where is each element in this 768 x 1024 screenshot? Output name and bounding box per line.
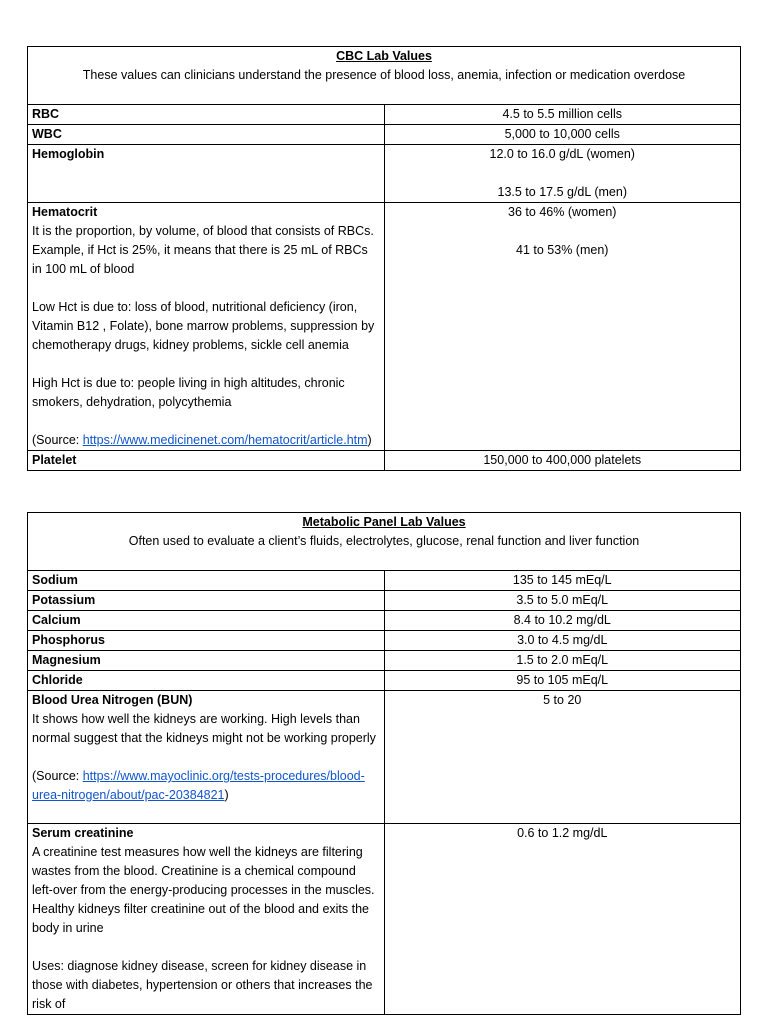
wbc-label: WBC	[32, 127, 62, 141]
metabolic-title: Metabolic Panel Lab Values	[302, 515, 466, 529]
source-suffix: )	[224, 788, 229, 802]
metabolic-table-header	[28, 513, 741, 571]
hemoglobin-label: Hemoglobin	[32, 147, 105, 161]
table-row	[28, 824, 741, 1015]
bun-source-link[interactable]: https://www.mayoclinic.org/tests-procedures/blood-urea-nitrogen/about/pac-20384821	[32, 769, 365, 802]
cbc-table-header	[28, 47, 741, 105]
calcium-label: Calcium	[32, 613, 81, 627]
rbc-value: 4.5 to 5.5 million cells	[384, 105, 741, 125]
table-row	[28, 691, 741, 824]
cbc-subtitle: These values can clinicians understand the presence of blood loss, anemia, infection or medication overdose	[82, 68, 686, 82]
hematocrit-low-causes: Low Hct is due to: loss of blood, nutritional deficiency (iron, Vitamin B12 , Folate), bone marrow problems, suppression by chemotherapy drugs, kidney problems, sickle cell anemia	[32, 300, 375, 352]
source-suffix: )	[367, 433, 372, 447]
table-row	[28, 105, 741, 125]
phosphorus-value: 3.0 to 4.5 mg/dL	[384, 631, 741, 651]
table-row	[28, 671, 741, 691]
hemoglobin-value-men: 13.5 to 17.5 g/dL (men)	[497, 185, 627, 199]
table-row	[28, 651, 741, 671]
bun-description: It shows how well the kidneys are working. High levels than normal suggest that the kidneys might not be working properly	[32, 712, 376, 745]
table-row	[28, 203, 741, 451]
sodium-value: 135 to 145 mEq/L	[384, 571, 741, 591]
hemoglobin-value-women: 12.0 to 16.0 g/dL (women)	[489, 147, 635, 161]
magnesium-label: Magnesium	[32, 653, 101, 667]
phosphorus-label: Phosphorus	[32, 633, 105, 647]
table-row	[28, 145, 741, 203]
serum-creatinine-label: Serum creatinine	[32, 826, 134, 840]
platelet-label: Platelet	[32, 453, 77, 467]
chloride-value: 95 to 105 mEq/L	[384, 671, 741, 691]
table-row	[28, 591, 741, 611]
metabolic-subtitle: Often used to evaluate a client’s fluids, electrolytes, glucose, renal function and liver function	[128, 534, 640, 548]
platelet-value: 150,000 to 400,000 platelets	[384, 451, 741, 471]
bun-source	[32, 767, 380, 805]
bun-label: Blood Urea Nitrogen (BUN)	[32, 693, 193, 707]
table-row	[28, 571, 741, 591]
cbc-title: CBC Lab Values	[336, 49, 432, 63]
table-row	[28, 451, 741, 471]
serum-creatinine-value: 0.6 to 1.2 mg/dL	[384, 824, 741, 1015]
hematocrit-value-women: 36 to 46% (women)	[508, 205, 617, 219]
hematocrit-value-men: 41 to 53% (men)	[516, 243, 609, 257]
source-prefix: (Source:	[32, 769, 83, 783]
wbc-value: 5,000 to 10,000 cells	[384, 125, 741, 145]
sodium-label: Sodium	[32, 573, 78, 587]
magnesium-value: 1.5 to 2.0 mEq/L	[384, 651, 741, 671]
potassium-value: 3.5 to 5.0 mEq/L	[384, 591, 741, 611]
hematocrit-label: Hematocrit	[32, 205, 98, 219]
source-prefix: (Source:	[32, 433, 83, 447]
hematocrit-high-causes: High Hct is due to: people living in high altitudes, chronic smokers, dehydration, polycythemia	[32, 376, 345, 409]
serum-creatinine-description: A creatinine test measures how well the kidneys are filtering wastes from the blood. Creatinine is a chemical compound left-over from the energy-producing processes in the muscles. Healthy kidneys filter creatinine out of the blood and exits the body in urine	[32, 845, 375, 935]
calcium-value: 8.4 to 10.2 mg/dL	[384, 611, 741, 631]
chloride-label: Chloride	[32, 673, 83, 687]
potassium-label: Potassium	[32, 593, 96, 607]
table-row	[28, 611, 741, 631]
table-row	[28, 631, 741, 651]
cbc-lab-values-table	[27, 46, 741, 471]
hematocrit-definition: It is the proportion, by volume, of blood that consists of RBCs. Example, if Hct is 25%, it means that there is 25 mL of RBCs in 100 mL of blood	[32, 224, 374, 276]
serum-creatinine-uses: Uses: diagnose kidney disease, screen for kidney disease in those with diabetes, hypertension or others that increases the risk of	[32, 959, 373, 1011]
bun-value: 5 to 20	[384, 691, 741, 824]
hematocrit-source-link[interactable]: https://www.medicinenet.com/hematocrit/article.htm	[82, 433, 368, 447]
hematocrit-source	[32, 431, 380, 450]
metabolic-panel-table	[27, 512, 741, 1015]
rbc-label: RBC	[32, 107, 60, 121]
table-row	[28, 125, 741, 145]
